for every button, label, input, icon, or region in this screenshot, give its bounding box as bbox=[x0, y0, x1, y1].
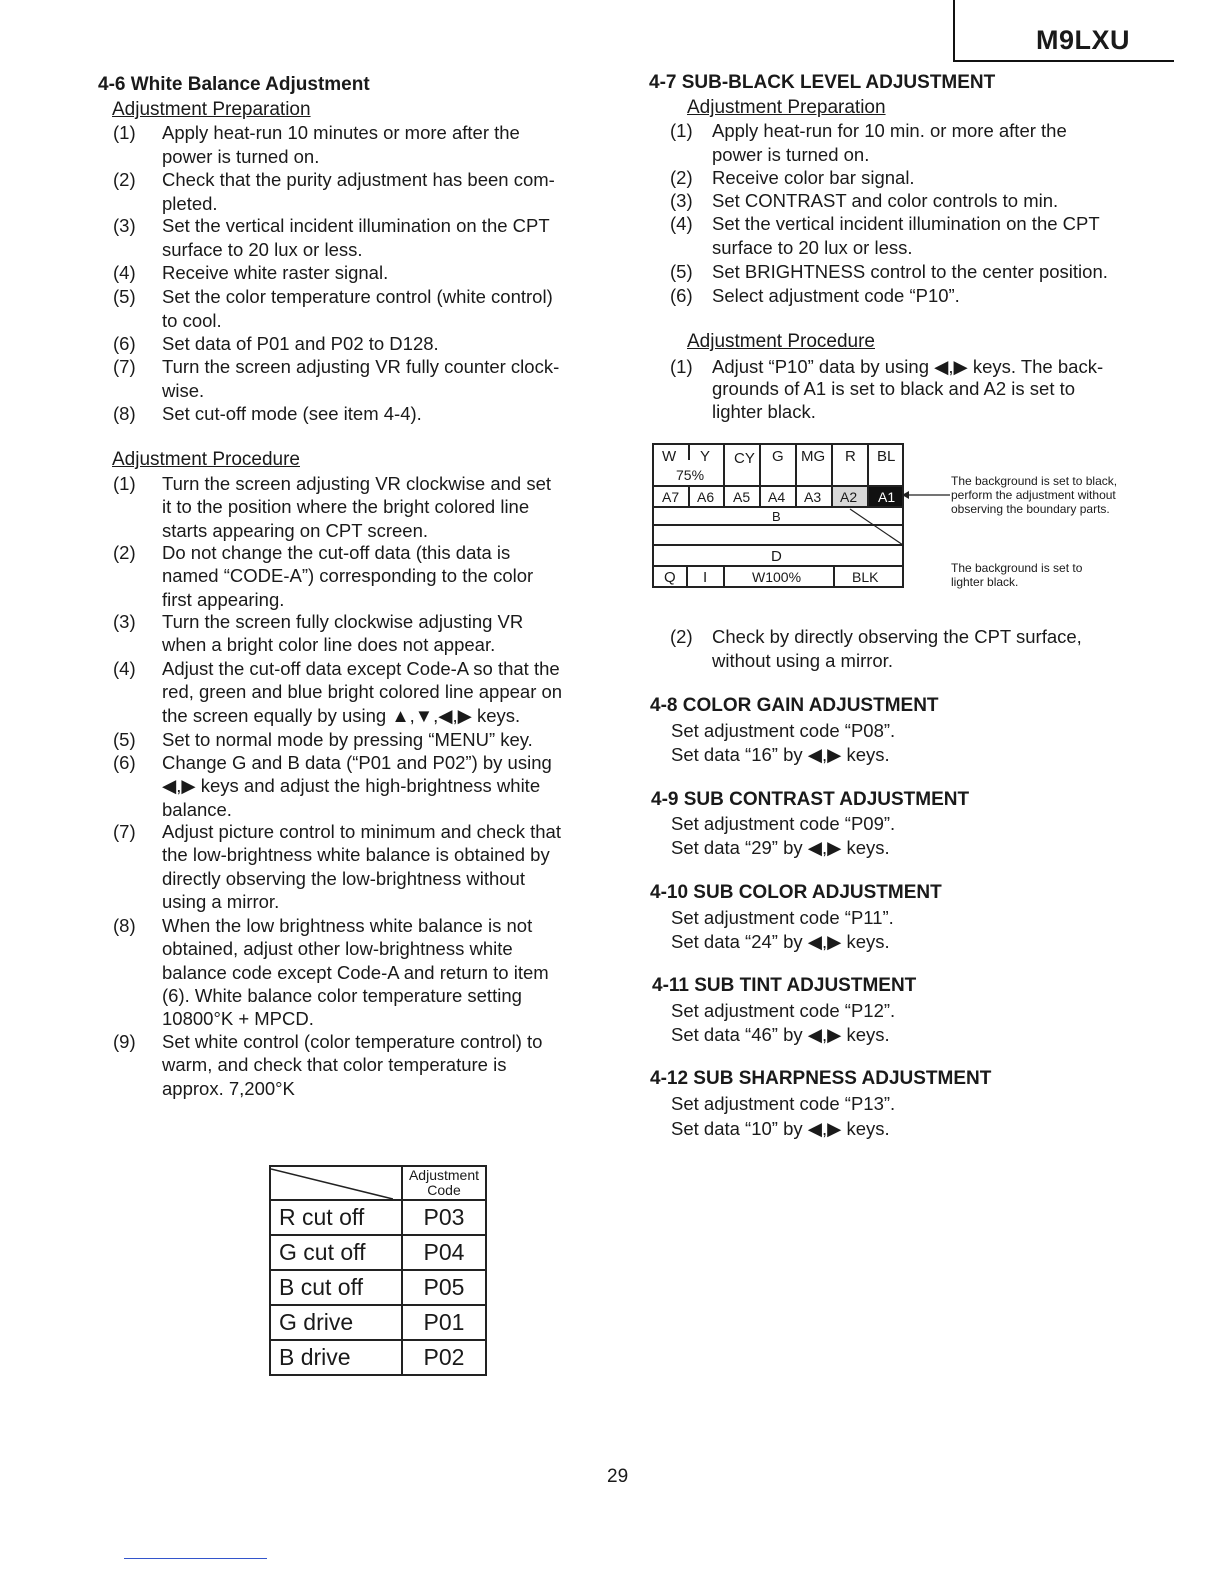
table-header-row bbox=[270, 1166, 486, 1200]
adjustment-code-table bbox=[269, 1165, 487, 1376]
s410-line-1: Set adjustment code “P11”. bbox=[671, 907, 894, 928]
s48-line-1: Set adjustment code “P08”. bbox=[671, 720, 896, 741]
s411-line-1: Set adjustment code “P12”. bbox=[671, 1000, 896, 1021]
section-4-7-title: 4-7 SUB-BLACK LEVEL ADJUSTMENT bbox=[649, 72, 996, 93]
arrow-left-icon bbox=[902, 489, 952, 501]
section-4-9-title: 4-9 SUB CONTRAST ADJUSTMENT bbox=[651, 789, 970, 810]
diagram-note-lighter: The background is set to lighter black. bbox=[951, 561, 1083, 589]
table-corner-cell bbox=[270, 1166, 402, 1200]
table-row: B cut off P05 bbox=[270, 1270, 486, 1305]
s412-line-1: Set adjustment code “P13”. bbox=[671, 1093, 896, 1114]
color-bar-diagram: W Y 75% CY G MG R BL A7 A6 A5 A4 A3 A2 A1 B D Q I W100% BLK bbox=[652, 443, 904, 589]
right-proc-heading: Adjustment Procedure bbox=[687, 331, 875, 352]
table-row: G cut off P04 bbox=[270, 1235, 486, 1270]
model-number: M9LXU bbox=[1035, 25, 1130, 55]
s48-line-2: Set data “16” by ◀,▶ keys. bbox=[671, 744, 890, 765]
table-row: B drive P02 bbox=[270, 1340, 486, 1375]
section-4-11-title: 4-11 SUB TINT ADJUSTMENT bbox=[652, 975, 917, 996]
table-header-code: Adjustment Code bbox=[402, 1166, 486, 1200]
model-box bbox=[953, 0, 1174, 62]
table-row: G drive P01 bbox=[270, 1305, 486, 1340]
left-proc-heading: Adjustment Procedure bbox=[112, 449, 300, 470]
left-prep-heading: Adjustment Preparation bbox=[112, 99, 311, 120]
right-prep-heading: Adjustment Preparation bbox=[687, 97, 886, 118]
s49-line-2: Set data “29” by ◀,▶ keys. bbox=[671, 837, 890, 858]
s410-line-2: Set data “24” by ◀,▶ keys. bbox=[671, 931, 890, 952]
section-4-12-title: 4-12 SUB SHARPNESS ADJUSTMENT bbox=[650, 1068, 992, 1089]
s49-line-1: Set adjustment code “P09”. bbox=[671, 813, 896, 834]
diagonal-line bbox=[271, 1167, 393, 1199]
diagram-note-black: The background is set to black, perform the adjustment without observing the boundary parts. bbox=[951, 474, 1118, 516]
s412-line-2: Set data “10” by ◀,▶ keys. bbox=[671, 1118, 890, 1139]
section-4-8-title: 4-8 COLOR GAIN ADJUSTMENT bbox=[650, 695, 939, 716]
s411-line-2: Set data “46” by ◀,▶ keys. bbox=[671, 1024, 890, 1045]
section-4-6-title: 4-6 White Balance Adjustment bbox=[98, 74, 370, 95]
table-row: R cut off P03 bbox=[270, 1200, 486, 1235]
footer-rule bbox=[124, 1558, 267, 1559]
section-4-10-title: 4-10 SUB COLOR ADJUSTMENT bbox=[650, 882, 942, 903]
page-number: 29 bbox=[607, 1466, 629, 1487]
